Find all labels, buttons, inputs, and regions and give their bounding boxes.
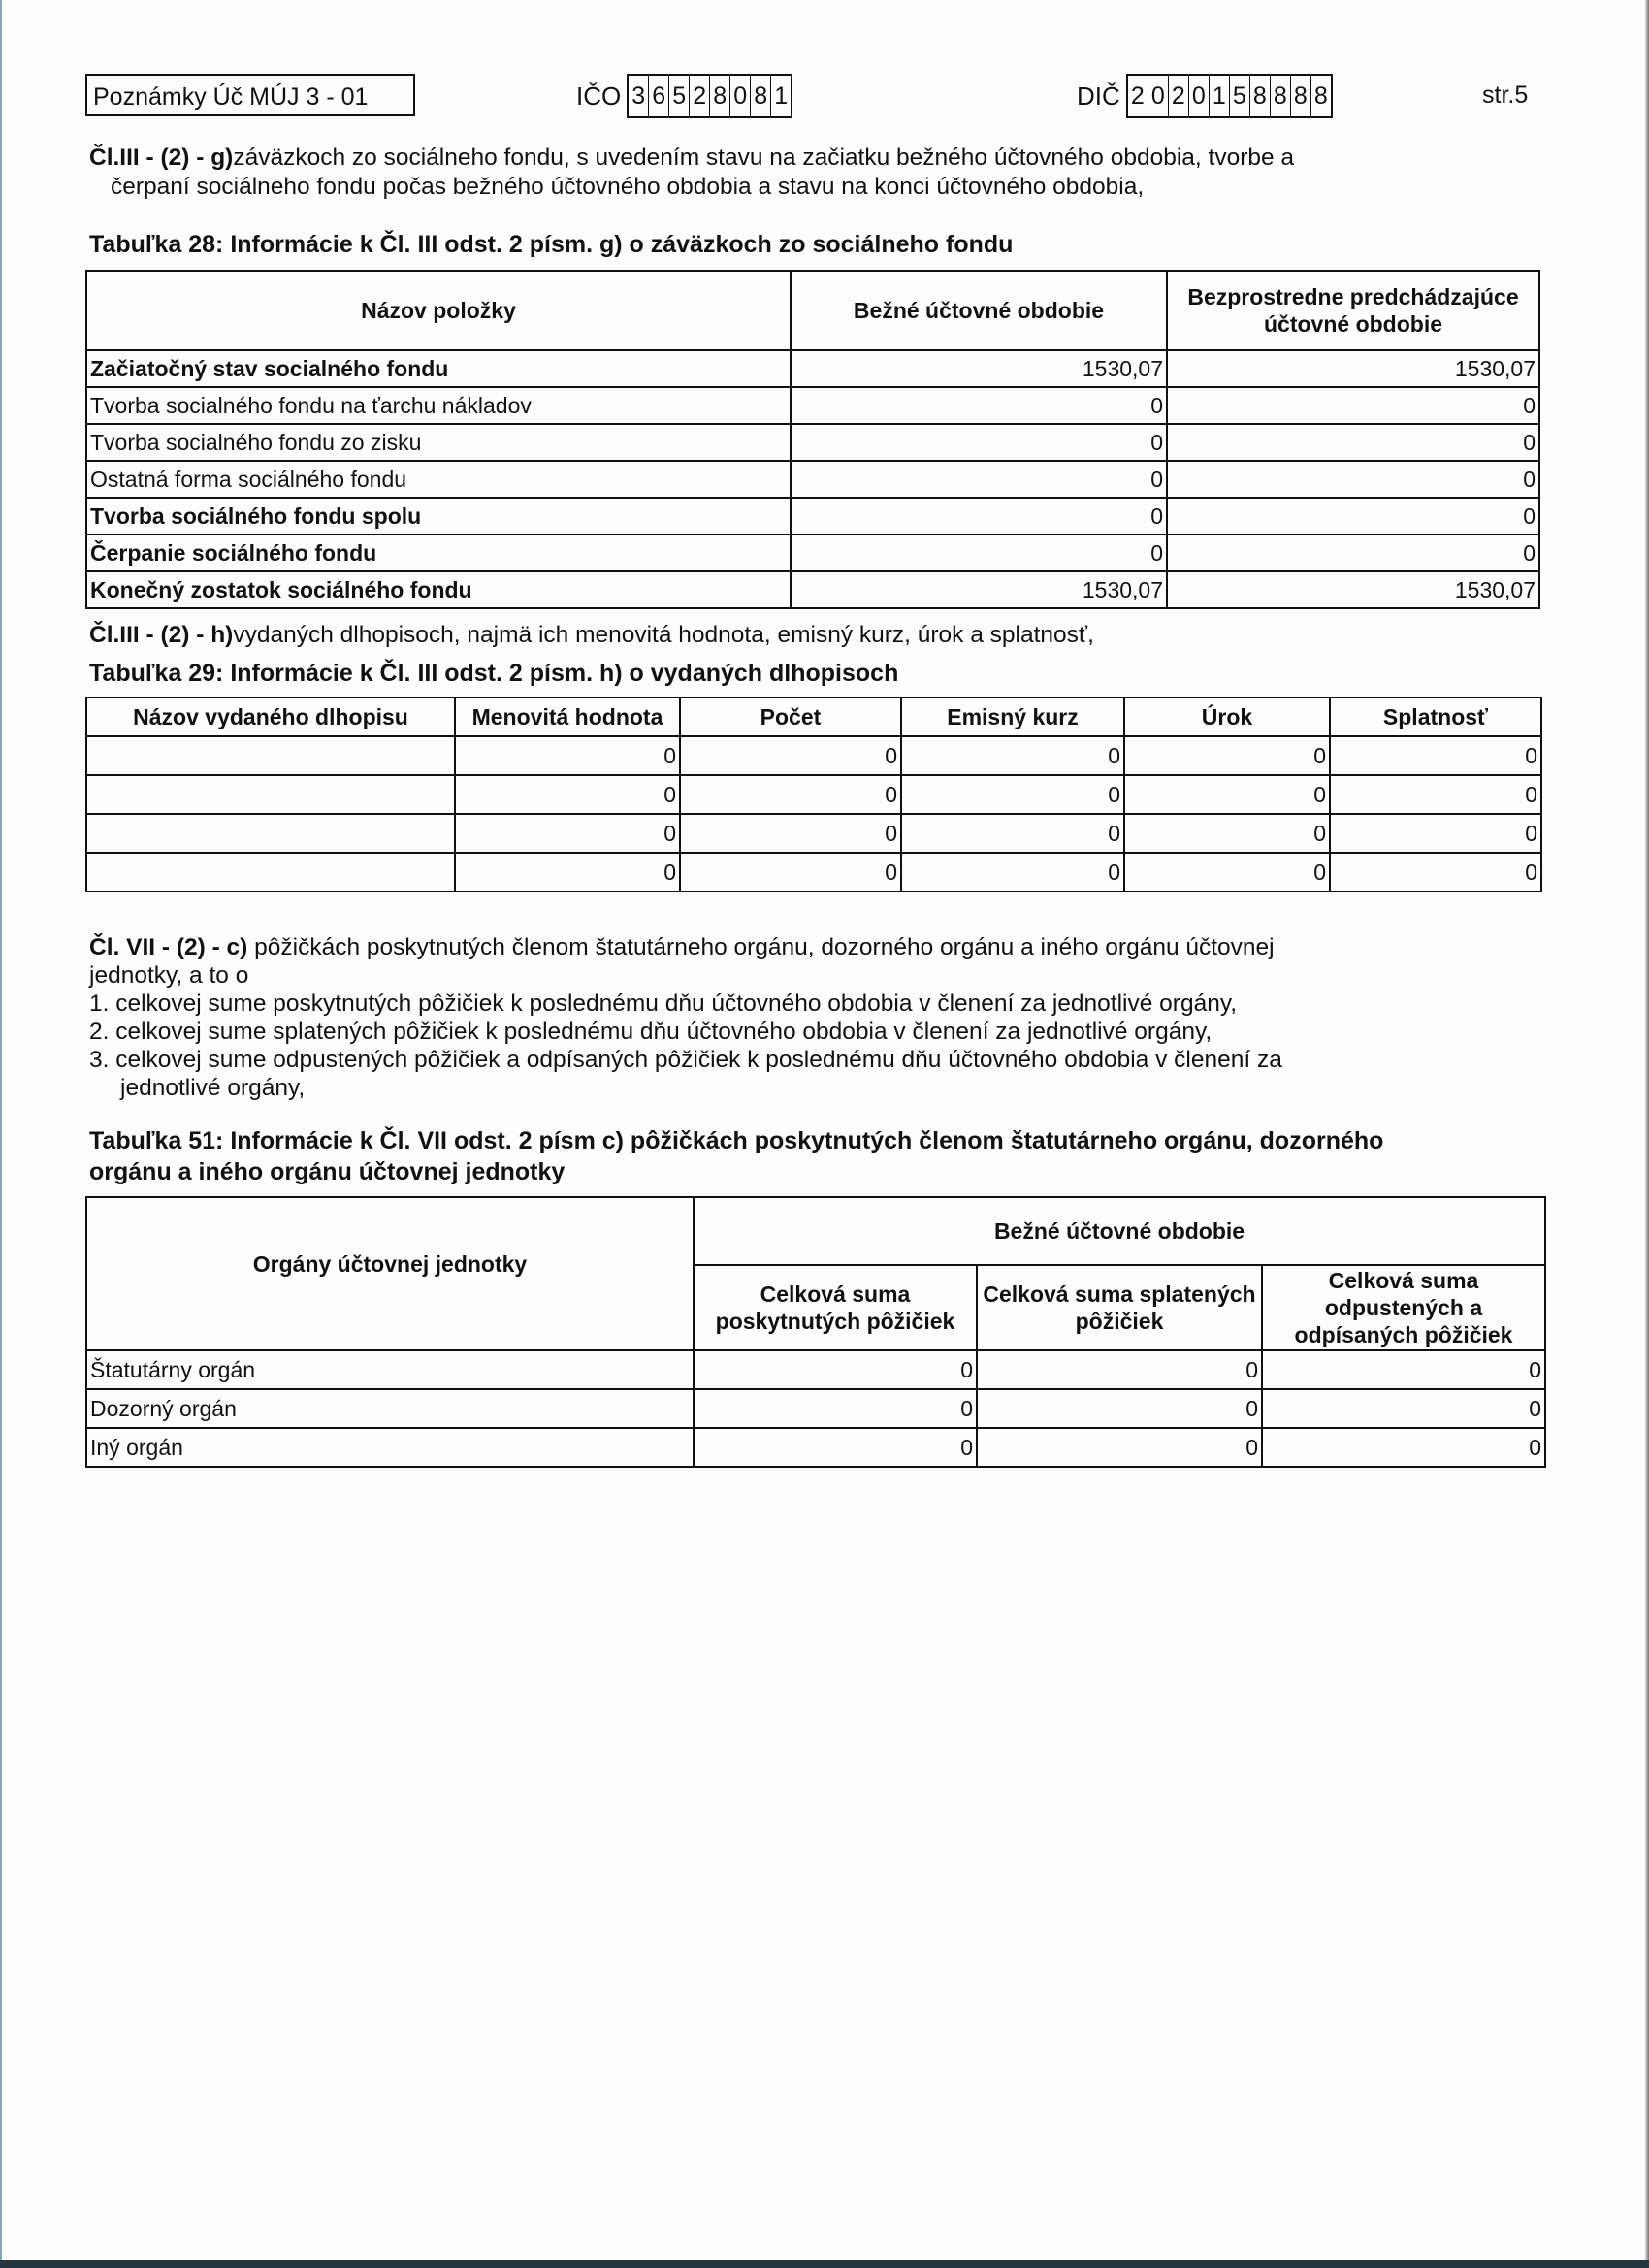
- issue-rate: 0: [901, 736, 1124, 775]
- previous-period-value: 1530,07: [1167, 350, 1539, 387]
- bond-name: [86, 853, 455, 891]
- loans-provided: 0: [694, 1350, 977, 1389]
- table51: [85, 1196, 1546, 1468]
- loans-forgiven: 0: [1262, 1428, 1545, 1467]
- table29-header: Počet: [680, 697, 901, 736]
- table28-header: Bežné účtovné obdobie: [791, 271, 1167, 350]
- nominal-value: 0: [455, 775, 680, 814]
- row-label: Tvorba sociálného fondu spolu: [86, 498, 791, 535]
- table29-header: Splatnosť: [1330, 697, 1541, 736]
- table51-caption-line1: Tabuľka 51: Informácie k Čl. VII odst. 2 písm c) pôžičkách poskytnutých členom štatutárneho orgánu, dozorného: [89, 1127, 1384, 1154]
- ico-digits: [627, 74, 792, 118]
- count: 0: [680, 814, 901, 853]
- table29-header: Emisný kurz: [901, 697, 1124, 736]
- row-label: Začiatočný stav socialného fondu: [86, 350, 791, 387]
- table51-subheader: Celková suma splatených pôžičiek: [977, 1265, 1262, 1350]
- current-period-value: 1530,07: [791, 350, 1167, 387]
- loans-repaid: 0: [977, 1428, 1262, 1467]
- maturity: 0: [1330, 775, 1541, 814]
- current-period-value: 0: [791, 535, 1167, 571]
- ico-digit: 8: [710, 76, 730, 116]
- list-item: 2. celkovej sume splatených pôžičiek k poslednému dňu účtovného obdobia v členení za jednotlivé orgány,: [89, 1019, 1212, 1045]
- table51-subheader: Celková suma odpustených a odpísaných pôžičiek: [1262, 1265, 1545, 1350]
- current-period-value: 0: [791, 387, 1167, 424]
- dic-digit: 2: [1169, 76, 1189, 116]
- organ-label: Dozorný orgán: [86, 1389, 694, 1428]
- ico-digit: 2: [690, 76, 710, 116]
- list-item-continuation: jednotlivé orgány,: [120, 1075, 306, 1101]
- interest: 0: [1124, 775, 1330, 814]
- dic-digit: 5: [1230, 76, 1250, 116]
- nominal-value: 0: [455, 736, 680, 775]
- list-item: 3. celkovej sume odpustených pôžičiek a odpísaných pôžičiek k poslednému dňu účtovného obdobia v členení za: [89, 1047, 1282, 1073]
- table-row: [86, 736, 1541, 775]
- section-vii-ref: Čl. VII - (2) - c): [89, 934, 248, 960]
- loans-provided: 0: [694, 1389, 977, 1428]
- dic-digit: 8: [1271, 76, 1291, 116]
- table28-header: Bezprostredne predchádzajúce účtovné obdobie: [1167, 271, 1539, 350]
- nominal-value: 0: [455, 814, 680, 853]
- previous-period-value: 0: [1167, 387, 1539, 424]
- interest: 0: [1124, 853, 1330, 891]
- previous-period-value: 1530,07: [1167, 571, 1539, 608]
- table-row: [86, 387, 1539, 424]
- nominal-value: 0: [455, 853, 680, 891]
- row-label: Konečný zostatok sociálného fondu: [86, 571, 791, 608]
- ico-digit: 6: [649, 76, 669, 116]
- table51-subheader: Celková suma poskytnutých pôžičiek: [694, 1265, 977, 1350]
- row-label: Tvorba socialného fondu na ťarchu nákladov: [86, 387, 791, 424]
- form-name-box: Poznámky Úč MÚJ 3 - 01: [85, 74, 415, 116]
- bond-name: [86, 736, 455, 775]
- maturity: 0: [1330, 853, 1541, 891]
- table-row: [86, 814, 1541, 853]
- table-row: [86, 853, 1541, 891]
- current-period-value: 0: [791, 461, 1167, 498]
- ico-digit: 5: [669, 76, 690, 116]
- loans-repaid: 0: [977, 1389, 1262, 1428]
- table-row: [86, 1350, 1545, 1389]
- dic-digits: [1126, 74, 1333, 118]
- loans-repaid: 0: [977, 1350, 1262, 1389]
- bond-name: [86, 775, 455, 814]
- previous-period-value: 0: [1167, 535, 1539, 571]
- section-g-line1: záväzkoch zo sociálneho fondu, s uvedením stavu na začiatku bežného účtovného obdobia, tvorbe a: [233, 145, 1295, 171]
- table51-caption-line2: orgánu a iného orgánu účtovnej jednotky: [89, 1158, 566, 1185]
- table-row: [86, 1428, 1545, 1467]
- maturity: 0: [1330, 814, 1541, 853]
- table28-caption: Tabuľka 28: Informácie k Čl. III odst. 2 písm. g) o záväzkoch zo sociálneho fondu: [89, 231, 1014, 258]
- row-label: Ostatná forma sociálného fondu: [86, 461, 791, 498]
- section-g-text: [89, 144, 1564, 202]
- ico-digit: 1: [774, 82, 789, 110]
- table-row: [86, 571, 1539, 608]
- scan-edge-left: [0, 0, 2, 2268]
- section-h-text: [89, 621, 1094, 650]
- issue-rate: 0: [901, 853, 1124, 891]
- ico-field: [576, 74, 792, 118]
- previous-period-value: 0: [1167, 498, 1539, 535]
- table-row: [86, 775, 1541, 814]
- section-g-ref: Čl.III - (2) - g): [89, 145, 234, 171]
- dic-digit: 2: [1128, 76, 1148, 116]
- count: 0: [680, 736, 901, 775]
- table29-header-row: [86, 697, 1541, 736]
- table29-header: Názov vydaného dlhopisu: [86, 697, 455, 736]
- row-label: Tvorba socialného fondu zo zisku: [86, 424, 791, 461]
- current-period-value: 0: [791, 424, 1167, 461]
- table28-header-row: [86, 271, 1539, 350]
- table-row: [86, 1389, 1545, 1428]
- scan-edge-bottom: [0, 2260, 1649, 2268]
- ico-digit: 8: [751, 76, 771, 116]
- dic-field: [1077, 74, 1333, 118]
- page-number: str.5: [1482, 81, 1529, 109]
- dic-digit: 1: [1210, 76, 1230, 116]
- loans-provided: 0: [694, 1428, 977, 1467]
- table-row: [86, 350, 1539, 387]
- issue-rate: 0: [901, 814, 1124, 853]
- maturity: 0: [1330, 736, 1541, 775]
- scan-edge-right: [1645, 0, 1649, 2268]
- ico-label: IČO: [576, 81, 622, 111]
- dic-digit: 0: [1148, 76, 1169, 116]
- dic-digit: 8: [1291, 76, 1311, 116]
- bond-name: [86, 814, 455, 853]
- table29-caption: Tabuľka 29: Informácie k Čl. III odst. 2 písm. h) o vydaných dlhopisoch: [89, 660, 899, 687]
- list-item: 1. celkovej sume poskytnutých pôžičiek k poslednému dňu účtovného obdobia v členení za jednotlivé orgány,: [89, 990, 1238, 1017]
- table29-header: Úrok: [1124, 697, 1330, 736]
- organ-label: Iný orgán: [86, 1428, 694, 1467]
- section-vii-line1: pôžičkách poskytnutých členom štatutárneho orgánu, dozorného orgánu a iného orgánu účtovnej: [247, 934, 1275, 960]
- ico-digit: 3: [629, 76, 649, 116]
- loans-forgiven: 0: [1262, 1350, 1545, 1389]
- issue-rate: 0: [901, 775, 1124, 814]
- table51-header-row: [86, 1197, 1545, 1265]
- table51-caption: [89, 1125, 1583, 1187]
- current-period-value: 1530,07: [791, 571, 1167, 608]
- table28: [85, 270, 1540, 609]
- row-label: Čerpanie sociálného fondu: [86, 535, 791, 571]
- section-h-body: vydaných dlhopisoch, najmä ich menovitá hodnota, emisný kurz, úrok a splatnosť,: [233, 622, 1094, 648]
- table-row: [86, 498, 1539, 535]
- table51-header-organs: Orgány účtovnej jednotky: [86, 1197, 694, 1350]
- table29-header: Menovitá hodnota: [455, 697, 680, 736]
- section-vii-line2: jednotky, a to o: [89, 962, 249, 988]
- interest: 0: [1124, 736, 1330, 775]
- table28-header: Názov položky: [86, 271, 791, 350]
- dic-digit: 8: [1250, 76, 1271, 116]
- table51-header-period: Bežné účtovné obdobie: [694, 1197, 1545, 1265]
- table29: [85, 697, 1542, 892]
- interest: 0: [1124, 814, 1330, 853]
- count: 0: [680, 853, 901, 891]
- section-vii-text: [89, 933, 1564, 1102]
- ico-digit: 0: [730, 76, 751, 116]
- dic-label: DIČ: [1077, 81, 1120, 111]
- section-g-line2: čerpaní sociálneho fondu počas bežného účtovného obdobia a stavu na konci účtovného obdobia,: [111, 174, 1145, 200]
- previous-period-value: 0: [1167, 461, 1539, 498]
- organ-label: Štatutárny orgán: [86, 1350, 694, 1389]
- count: 0: [680, 775, 901, 814]
- table-row: [86, 461, 1539, 498]
- current-period-value: 0: [791, 498, 1167, 535]
- dic-digit: 8: [1313, 82, 1328, 110]
- table-row: [86, 424, 1539, 461]
- section-h-ref: Čl.III - (2) - h): [89, 622, 234, 648]
- previous-period-value: 0: [1167, 424, 1539, 461]
- loans-forgiven: 0: [1262, 1389, 1545, 1428]
- dic-digit: 0: [1189, 76, 1210, 116]
- table-row: [86, 535, 1539, 571]
